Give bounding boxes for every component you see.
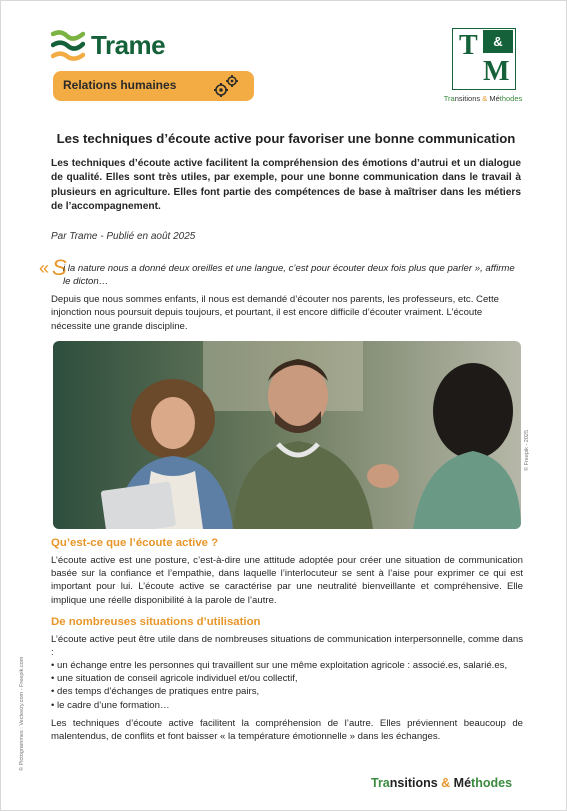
section1-body: L’écoute active est une posture, c’est-à-dire une attitude adoptée pour créer une situation de communication basée sur la confiance et l’empathie, dans laquelle l’interlocuteur se sent à l’aise pour exprimer ce qui est important pour lui. L’écoute active se caractérise par une neutralité bienveillante et compréhensive. Elle implique une réelle disponibilité à la parole de l’autre. <box>51 555 523 606</box>
intro-paragraph: Depuis que nous sommes enfants, il nous est demandé d’écouter nos parents, les professeurs, etc. Cette injonction nous poursuit depuis toujours, et pourtant, il est encore difficile d’écouter vraiment. L’écoute nécessite une grande discipline. <box>51 294 499 332</box>
section-banner <box>53 71 254 101</box>
byline: Par Trame - Publié en août 2025 <box>51 231 196 242</box>
trame-logo-icon <box>51 28 85 62</box>
article-title: Les techniques d’écoute active pour favoriser une bonne communication <box>56 131 516 146</box>
footer-brand: Transitions & Méthodes <box>371 776 513 790</box>
section-label: Relations humaines <box>63 78 177 92</box>
section1-heading: Qu’est-ce que l’écoute active ? <box>51 537 219 549</box>
quote-drop-cap: S <box>52 255 67 280</box>
article-lead: Les techniques d’écoute active facilitent la compréhension des émotions d’autrui et un dialogue de qualité. Elles sont très utiles, par exemple, pour une bonne communication dans le travail à plusieurs en agriculture. Elles font partie des compétences de base à maîtriser dans les métiers de l’accompagnement. <box>51 158 521 213</box>
list-item: • des temps d’échanges de pratiques entre pairs, <box>51 685 523 698</box>
logo-text: Trame <box>91 29 166 60</box>
section2-heading: De nombreuses situations d’utilisation <box>51 616 261 628</box>
tm-logo-ampersand: & <box>483 30 513 53</box>
usage-list <box>51 659 523 712</box>
list-item: • un échange entre les personnes qui travaillent sur une même exploitation agricole : associé.es, salarié.es, <box>51 659 523 672</box>
gears-icon <box>212 73 240 99</box>
trame-logo <box>51 28 165 62</box>
quote: i la nature nous a donné deux oreilles et une langue, c’est pour écouter deux fois plus que parler », affirme le dicton… <box>63 263 515 287</box>
list-item: • le cadre d’une formation… <box>51 699 523 712</box>
meeting-photo <box>53 341 521 529</box>
tm-caption: Transitions & Méthodes <box>443 94 523 103</box>
tm-logo <box>452 28 516 90</box>
quote-mark: « <box>39 258 50 278</box>
tm-logo-m: M <box>483 56 510 87</box>
tm-logo-t: T <box>459 30 478 61</box>
photo-credit: © Freepik - 2025 <box>524 429 530 471</box>
section2-body: L’écoute active peut être utile dans de nombreuses situations de communication interpersonnelle, comme dans : <box>51 634 523 659</box>
list-item: • une situation de conseil agricole individuel et/ou collectif, <box>51 672 523 685</box>
section2-closing: Les techniques d’écoute active facilitent la compréhension de l’autre. Elles préviennent beaucoup de malentendus, de conflits et font baisser « la température émotionnelle » dans les échanges. <box>51 718 523 743</box>
pictogram-credit: © Pictogrammes : Vecteezy.com - Freepik.com <box>19 656 25 771</box>
